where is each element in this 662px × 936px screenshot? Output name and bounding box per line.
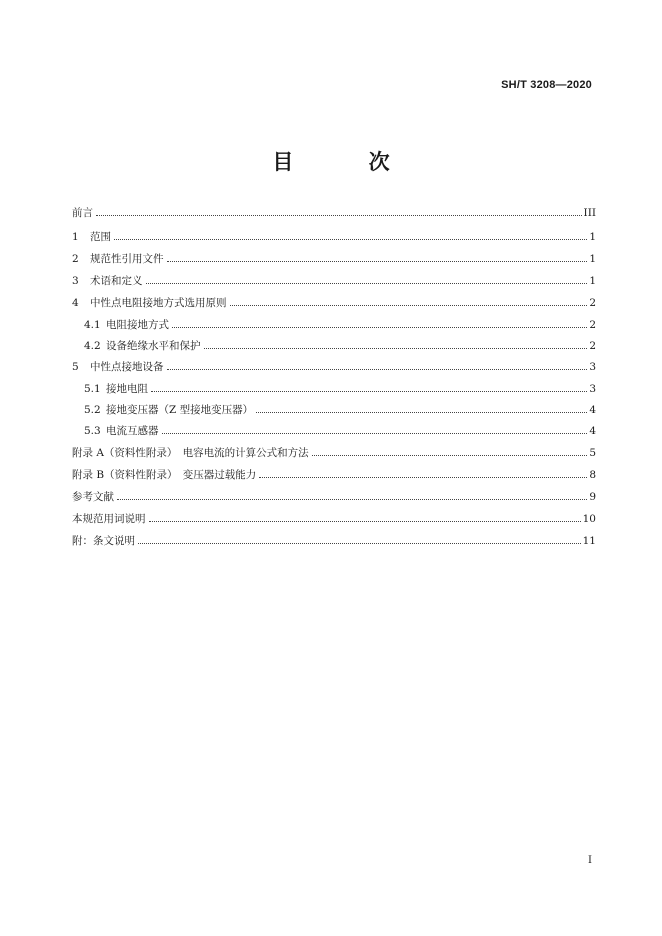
toc-entry-number: 5.3 [84, 425, 101, 437]
toc-entry-title: 本规范用词说明 [72, 513, 146, 525]
toc-leader-dots [259, 477, 587, 478]
toc-entry-page: 4 [589, 404, 596, 416]
toc-entry-page: 3 [589, 383, 596, 395]
toc-entry-title: 接地电阻 [106, 383, 148, 395]
toc-entry-title: 附录 B（资料性附录） 变压器过载能力 [72, 469, 257, 481]
toc-entry-title: 电流互感器 [106, 425, 159, 437]
toc-entry-number: 5 [72, 361, 79, 373]
toc-entry-number: 4 [72, 297, 79, 309]
toc-entry-number: 2 [72, 253, 79, 265]
toc-leader-dots [138, 543, 581, 544]
toc-entry-page: 2 [589, 319, 596, 331]
toc-leader-dots [256, 412, 587, 413]
toc-leader-dots [204, 348, 588, 349]
toc-entry[interactable] [84, 402, 596, 417]
toc-entry-title: 术语和定义 [90, 275, 143, 287]
toc-entry-page: 3 [589, 361, 596, 373]
toc-entry-page: 2 [589, 340, 596, 352]
toc-entry[interactable] [72, 273, 596, 288]
toc-entry-page: 4 [589, 425, 596, 437]
toc-entry-title: 规范性引用文件 [90, 253, 164, 265]
toc-entry[interactable] [72, 467, 596, 482]
toc-entry-number: 3 [72, 275, 79, 287]
toc-entry-label [72, 205, 93, 220]
toc-entry-label [84, 423, 159, 438]
page-number: I [588, 855, 592, 866]
toc-entry[interactable] [84, 317, 596, 332]
toc-entry-number: 4.1 [84, 319, 101, 331]
toc-entry-label [72, 489, 114, 504]
toc-entry-label [72, 273, 143, 288]
toc-entry-title: 电阻接地方式 [106, 319, 169, 331]
toc-entry[interactable] [84, 338, 596, 353]
toc-leader-dots [96, 215, 582, 216]
toc-leader-dots [167, 369, 588, 370]
toc-leader-dots [146, 283, 588, 284]
toc-entry-page: 9 [589, 491, 596, 503]
toc-entry-title: 中性点电阻接地方式选用原则 [90, 297, 227, 309]
toc-entry-number: 4.2 [84, 340, 101, 352]
toc-entry-label [84, 338, 201, 353]
toc-entry[interactable] [72, 205, 596, 220]
toc-leader-dots [117, 499, 587, 500]
toc-entry-label [72, 229, 111, 244]
toc-entry-number: 5.1 [84, 383, 101, 395]
toc-entry-page: 2 [589, 297, 596, 309]
toc-entry-page: 8 [589, 469, 596, 481]
toc-entry-title: 设备绝缘水平和保护 [106, 340, 201, 352]
toc-entry-page: 1 [589, 275, 596, 287]
toc-entry-page: III [583, 207, 596, 219]
toc-entry-title: 接地变压器（Z 型接地变压器） [106, 404, 254, 416]
toc-entry-label [84, 381, 148, 396]
toc-leader-dots [230, 305, 588, 306]
toc-entry-number: 5.2 [84, 404, 101, 416]
page-title: 目 次 [272, 150, 424, 174]
toc-entry-page: 1 [589, 231, 596, 243]
toc-entry-title: 参考文献 [72, 491, 114, 503]
toc-entry[interactable] [72, 295, 596, 310]
toc-entry[interactable] [72, 229, 596, 244]
toc-entry-page: 11 [582, 535, 596, 547]
toc-entry-label [72, 295, 227, 310]
toc-entry[interactable] [72, 511, 596, 526]
toc-entry-label [84, 317, 169, 332]
toc-entry-label [72, 251, 164, 266]
toc-leader-dots [312, 455, 588, 456]
toc-entry-title: 范围 [90, 231, 111, 243]
toc-leader-dots [114, 239, 587, 240]
toc-entry-page: 1 [589, 253, 596, 265]
toc-entry-label [72, 511, 146, 526]
toc-entry-page: 10 [582, 513, 596, 525]
toc-entry-label [72, 445, 309, 460]
standard-code: SH/T 3208—2020 [501, 79, 592, 91]
toc-leader-dots [172, 327, 587, 328]
toc-leader-dots [167, 261, 588, 262]
toc-entry[interactable] [72, 445, 596, 460]
toc-entry[interactable] [72, 251, 596, 266]
toc-leader-dots [162, 433, 588, 434]
toc-entry-page: 5 [589, 447, 596, 459]
toc-entry[interactable] [84, 381, 596, 396]
toc-entry-label [72, 467, 256, 482]
toc-entry-title: 中性点接地设备 [90, 361, 164, 373]
toc-entry-label [84, 402, 253, 417]
toc-entry-title: 前言 [72, 207, 93, 219]
toc-entry-number: 1 [72, 231, 79, 243]
toc-entry[interactable] [84, 423, 596, 438]
toc-leader-dots [151, 391, 587, 392]
toc-leader-dots [149, 521, 581, 522]
toc-entry-label [72, 359, 164, 374]
toc-entry[interactable] [72, 489, 596, 504]
toc-entry-label [72, 533, 135, 548]
toc-entry-title: 附：条文说明 [72, 535, 135, 547]
toc-entry-title: 附录 A（资料性附录） 电容电流的计算公式和方法 [72, 447, 309, 459]
toc-entry[interactable] [72, 359, 596, 374]
toc-entry[interactable] [72, 533, 596, 548]
